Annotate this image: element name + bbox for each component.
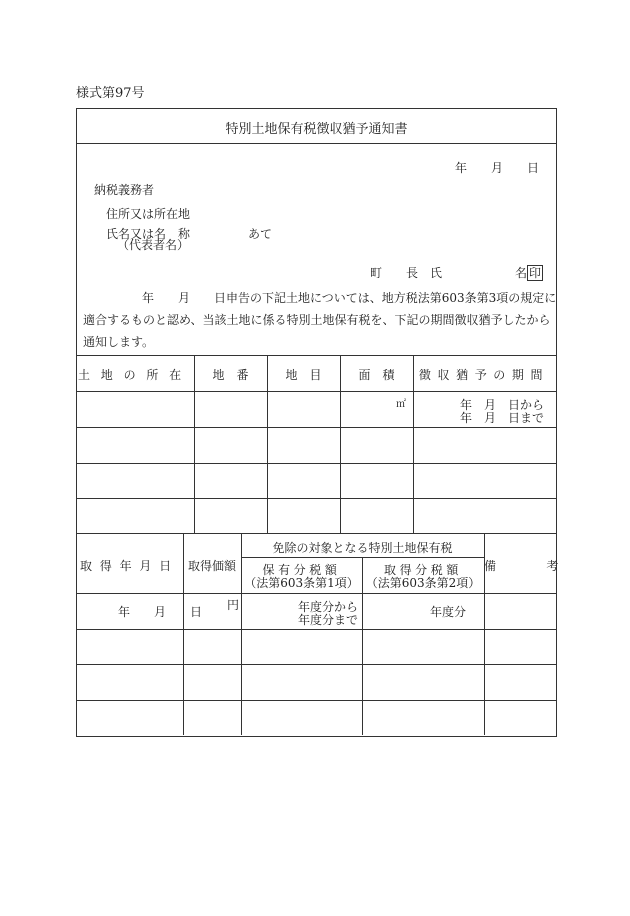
header-acquisition-note: （法第603条第2項） <box>365 576 481 590</box>
acquisition-year: 年度分 <box>430 605 467 619</box>
header-location: 土地の所在 <box>77 368 192 382</box>
table2-row-rule <box>76 700 557 701</box>
representative-label: （代表者名） <box>117 238 190 252</box>
form-number: 様式第97号 <box>76 86 145 101</box>
table2-row-rule <box>76 629 557 630</box>
header-exempt-group: 免除の対象となる特別土地保有税 <box>272 541 453 555</box>
header-holding-note: （法第603条第1項） <box>244 576 359 590</box>
seal-stamp: 印 <box>529 266 542 280</box>
table1-row-rule <box>76 463 557 464</box>
period-to: 年 月 日まで <box>460 411 545 425</box>
table2-header-rule <box>76 593 557 594</box>
issuer-title: 町 長 氏 <box>370 266 443 280</box>
table1-row-rule <box>76 498 557 499</box>
yen-unit: 円 <box>227 598 240 612</box>
table1-top-rule <box>76 355 557 356</box>
title-divider <box>76 143 557 144</box>
name-label: 氏名又は名 称 <box>106 227 191 241</box>
taxpayer-heading: 納税義務者 <box>94 183 155 197</box>
area-unit: ㎡ <box>396 399 406 410</box>
header-acquisition-date: 取得年月日 <box>79 559 179 573</box>
page-title: 特別土地保有税徴収猶予通知書 <box>225 122 408 137</box>
header-acquisition-tax: 取得分税額 <box>383 563 462 577</box>
header-lot-number: 地 番 <box>212 368 249 382</box>
header-area: 面 積 <box>358 368 395 382</box>
period-from: 年 月 日から <box>460 398 545 412</box>
header-deferral-period: 徴収猶予の期間 <box>418 368 550 382</box>
date-line: 年 月 日 <box>455 161 540 175</box>
addressee-ate: あて <box>248 227 273 241</box>
body-line-2: 適合するものと認め、当該土地に係る特別土地保有税を、下記の期間徴収猶予したから <box>83 313 551 327</box>
table2-row-rule <box>76 664 557 665</box>
holding-to: 年度分まで <box>298 613 359 627</box>
header-acquisition-price: 取得価額 <box>187 559 236 573</box>
address-label: 住所又は所在地 <box>106 207 191 221</box>
header-land-category: 地 目 <box>285 368 322 382</box>
table1-row-rule <box>76 427 557 428</box>
holding-from: 年度分から <box>298 600 359 614</box>
acquisition-date-template: 年 月 日 <box>118 605 203 619</box>
table1-header-rule <box>76 391 557 392</box>
body-line-3: 通知します。 <box>83 335 155 349</box>
body-line-1: 年 月 日申告の下記土地については、地方税法第603条第3項の規定に <box>142 291 557 305</box>
header-remarks: 備 考 <box>484 559 578 573</box>
header-holding-tax: 保有分税額 <box>262 563 341 577</box>
seal-prefix: 名 <box>515 266 528 280</box>
table2-group-rule <box>241 557 484 558</box>
issuer-name-suffix <box>515 264 543 281</box>
